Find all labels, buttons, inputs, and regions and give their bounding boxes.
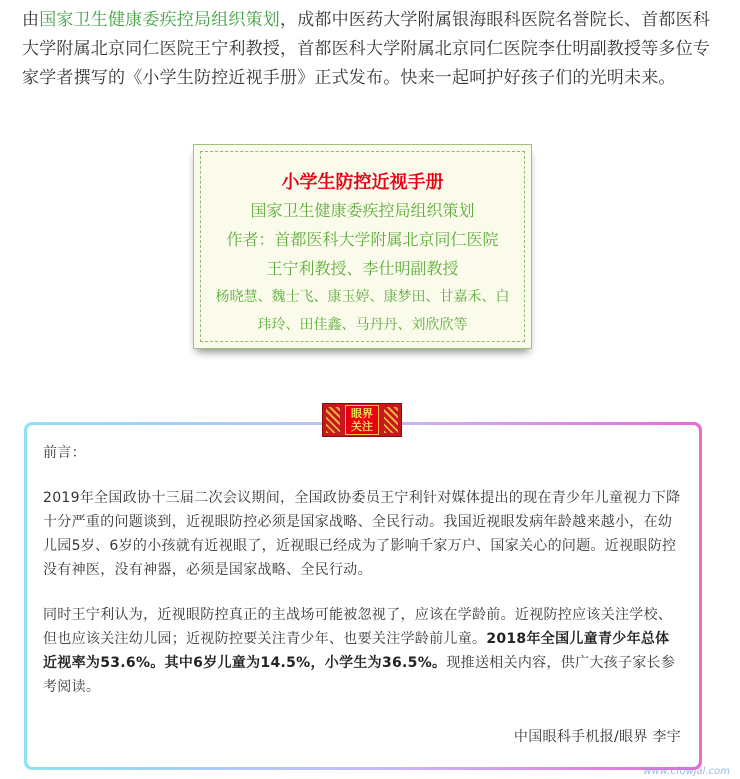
book-planner: 国家卫生健康委疾控局组织策划 <box>250 201 475 220</box>
badge-ornament-left-icon <box>326 407 340 433</box>
preface-box <box>27 425 699 767</box>
preface-signature: 中国眼科手机报/眼界 李宇 <box>513 729 681 745</box>
book-title: 小学生防控近视手册 <box>281 172 444 193</box>
eye-focus-badge <box>322 403 402 437</box>
badge-label <box>345 405 379 435</box>
preface-paragraph-2 <box>43 603 683 699</box>
badge-line-2: 关注 <box>351 420 373 433</box>
preface-p2-start: 同时王宁利认为，近视眼防控真正的主战场可能被忽视了，应该在学龄前。近视防控应该关注学校、但也应该关注幼儿园；近视防控要关注青少年、也要关注学龄前儿童。 <box>43 607 673 647</box>
preface-p2-end: 现推送相关内容，供广大孩子家长参考阅读。 <box>43 655 676 695</box>
preface-frame <box>24 422 702 770</box>
book-professors: 王宁利教授、李仕明副教授 <box>266 259 459 278</box>
intro-paragraph <box>22 6 722 93</box>
badge-ornament-right-icon <box>384 407 398 433</box>
preface-paragraph-1: 2019年全国政协十三届二次会议期间，全国政协委员王宁利针对媒体提出的现在青少年儿童视力下降十分严重的问题谈到，近视眼防控必须是国家战略、全民行动。我国近视眼发病年龄越来越小，在幼儿园5岁、6岁的小孩就有近视眼了，近视眼已经成为了影响千家万户、国家关心的问题。近视眼防控没有神医，没有神器，必须是国家战略、全民行动。 <box>43 490 681 578</box>
book-info-card <box>193 144 532 349</box>
intro-rest: ，成都中医药大学附属银海眼科医院名誉院长、首都医科大学附属北京同仁医院王宁利教授，首都医科大学附属北京同仁医院李仕明副教授等多位专家学者撰写的《小学生防控近视手册》正式发布。快来一起呵护好孩子们的光明未来。 <box>22 10 711 88</box>
badge-line-1: 眼界 <box>351 407 373 420</box>
site-watermark: www.cfowjal.com <box>643 766 730 777</box>
book-author-line: 作者：首都医科大学附属北京同仁医院 <box>226 230 499 249</box>
intro-prefix: 由 <box>22 10 40 30</box>
intro-highlight: 国家卫生健康委疾控局组织策划 <box>39 10 281 30</box>
book-info-inner-border <box>200 151 525 342</box>
book-coauthors: 杨晓慧、魏士飞、康玉婷、康梦田、甘嘉禾、白玮玲、田佳鑫、马丹丹、刘欣欣等 <box>215 289 510 333</box>
preface-heading: 前言： <box>43 445 86 461</box>
preface-p2-statistics: 2018年全国儿童青少年总体近视率为53.6%。其中6岁儿童为14.5%，小学生为36.5%。 <box>43 631 670 671</box>
